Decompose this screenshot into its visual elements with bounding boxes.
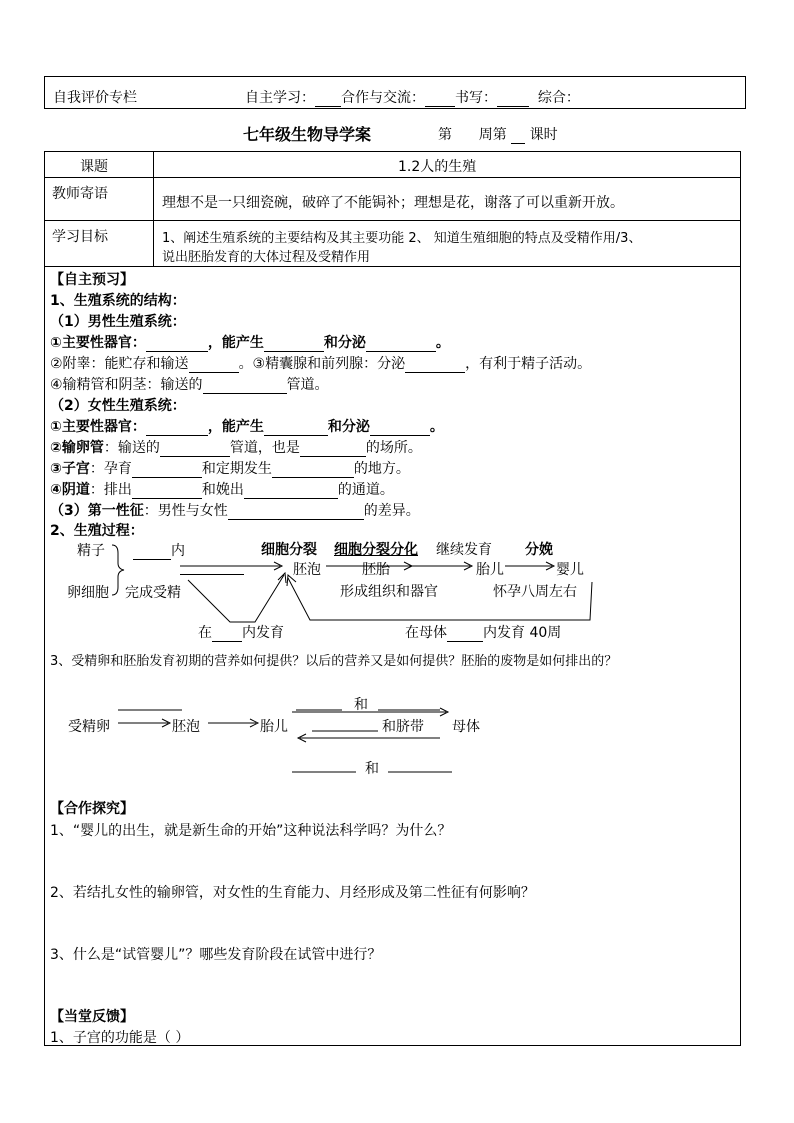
m2a: ②附睾：能贮存和输送 — [50, 356, 189, 372]
preview-heading: 【自主预习】 — [50, 272, 134, 288]
m3b: 管道。 — [286, 377, 329, 393]
inside-label — [133, 540, 185, 560]
egg-label: 卵细胞 — [67, 585, 109, 601]
writing-label: 书写： — [455, 90, 497, 106]
loop-1 — [188, 575, 284, 622]
loop2-label — [405, 622, 561, 642]
f2-fetus: 胎儿 — [260, 719, 288, 735]
f4c: 和娩出 — [201, 482, 244, 498]
loop1-a: 在 — [198, 625, 212, 641]
f1a: ①主要性器官： — [50, 419, 146, 435]
goal-line-1: 1、阐述生殖系统的主要结构及其主要功能 2、 知道生殖细胞的特点及受精作用/3、 — [162, 231, 642, 246]
baby-label: 婴儿 — [556, 562, 584, 578]
week8-label: 怀孕八周左右 — [493, 584, 577, 600]
self-study-label: 自主学习： — [245, 90, 315, 106]
loop2-b: 内发育 40周 — [483, 625, 562, 641]
structure-heading: 1、生殖系统的结构： — [50, 293, 186, 309]
explore-q2: 2、若结扎女性的输卵管，对女性的生育能力、月经形成及第二性征有何影响？ — [50, 885, 535, 901]
f2c: 管道，也是 — [229, 440, 300, 456]
explore-q3: 3、什么是“试管婴儿”？哪些发育阶段在试管中进行？ — [50, 947, 382, 963]
m1b: ，能产生 — [207, 335, 264, 351]
f3c: 和定期发生 — [201, 461, 272, 477]
topic-label: 课题 — [80, 159, 108, 175]
f3b: ：孕育 — [89, 461, 132, 477]
feedback-q1: 1、子宫的功能是（ ） — [50, 1030, 190, 1046]
loop1-label — [198, 622, 284, 642]
m1a: ①主要性器官： — [50, 335, 146, 351]
feedback-heading: 【当堂反馈】 — [50, 1009, 134, 1025]
page-title: 七年级生物导学案 — [243, 125, 372, 144]
continue-label: 继续发育 — [436, 542, 492, 558]
blastocyst-label: 胚泡 — [293, 562, 321, 578]
f2-and-bottom: 和 — [365, 761, 379, 777]
m1c: 和分泌 — [323, 335, 366, 351]
week-prefix: 第 — [438, 127, 452, 143]
female-heading: （2）女性生殖系统： — [50, 398, 186, 414]
cell-diff-label: 细胞分裂分化 — [334, 542, 418, 558]
fert-blank — [180, 559, 244, 575]
week-mid: 周第 — [478, 127, 507, 143]
f2-blastocyst: 胚泡 — [172, 719, 200, 735]
f1b: ，能产生 — [207, 419, 264, 435]
sex-c: 的差异。 — [363, 503, 420, 519]
f2b: ：输送的 — [103, 440, 160, 456]
f2d: 的场所。 — [365, 440, 422, 456]
f2-cord: 和脐带 — [382, 719, 424, 735]
brace — [112, 545, 124, 595]
process-heading: 2、生殖过程： — [50, 523, 144, 539]
explore-q1: 1、“婴儿的出生，就是新生命的开始”这种说法科学吗？为什么？ — [50, 823, 452, 839]
cooperation-label: 合作与交流： — [341, 90, 425, 106]
goal-label: 学习目标 — [52, 229, 108, 245]
f1c: 和分泌 — [327, 419, 370, 435]
embryo-label: 胚胎 — [362, 562, 390, 578]
teacher-value: 理想不是一只细瓷碗，破碎了不能锔补；理想是花，谢落了可以重新开放。 — [162, 195, 624, 211]
evaluation-label: 自我评价专栏 — [53, 90, 137, 106]
nutrition-question: 3、受精卵和胚胎发育初期的营养如何提供？以后的营养又是如何提供？胚胎的废物是如何排出的？ — [50, 654, 618, 669]
overall-label: 综合： — [537, 90, 580, 106]
m3a: ④输精管和阴茎：输送的 — [50, 377, 203, 393]
sex-b: ：男性与女性 — [143, 503, 228, 519]
f4b: ：排出 — [89, 482, 132, 498]
tissue-label: 形成组织和器官 — [340, 584, 438, 600]
f2-and-top: 和 — [354, 697, 368, 713]
teacher-label: 教师寄语 — [52, 186, 108, 202]
m1d: 。 — [435, 335, 450, 351]
f2-mother: 母体 — [452, 719, 480, 735]
f4d: 的通道。 — [337, 482, 394, 498]
inside-text: 内 — [171, 543, 185, 559]
fert-label: 完成受精 — [125, 585, 181, 601]
f1d: 。 — [429, 419, 444, 435]
birth-label: 分娩 — [525, 542, 553, 558]
loop1-b: 内发育 — [242, 625, 284, 641]
male-heading: （1）男性生殖系统： — [50, 314, 186, 330]
f4a: ④阴道 — [50, 482, 90, 498]
sperm-label: 精子 — [77, 543, 105, 559]
cell-division-label: 细胞分裂 — [261, 542, 317, 558]
f2-zygote: 受精卵 — [68, 719, 110, 735]
f3d: 的地方。 — [353, 461, 410, 477]
period-suffix: 课时 — [529, 127, 558, 143]
fetus-label: 胎儿 — [476, 562, 504, 578]
sex-a: （3）第一性征 — [50, 503, 144, 519]
f2a: ②输卵管 — [50, 440, 104, 456]
f3a: ③子宫 — [50, 461, 90, 477]
loop2-a: 在母体 — [405, 625, 447, 641]
m2c: ，有利于精子活动。 — [465, 356, 592, 372]
m2b: 。③精囊腺和前列腺：分泌 — [238, 356, 406, 372]
goal-line-2: 说出胚胎发育的大体过程及受精作用 — [162, 250, 371, 265]
topic-value: 1.2人的生殖 — [398, 159, 477, 175]
explore-heading: 【合作探究】 — [50, 801, 134, 817]
